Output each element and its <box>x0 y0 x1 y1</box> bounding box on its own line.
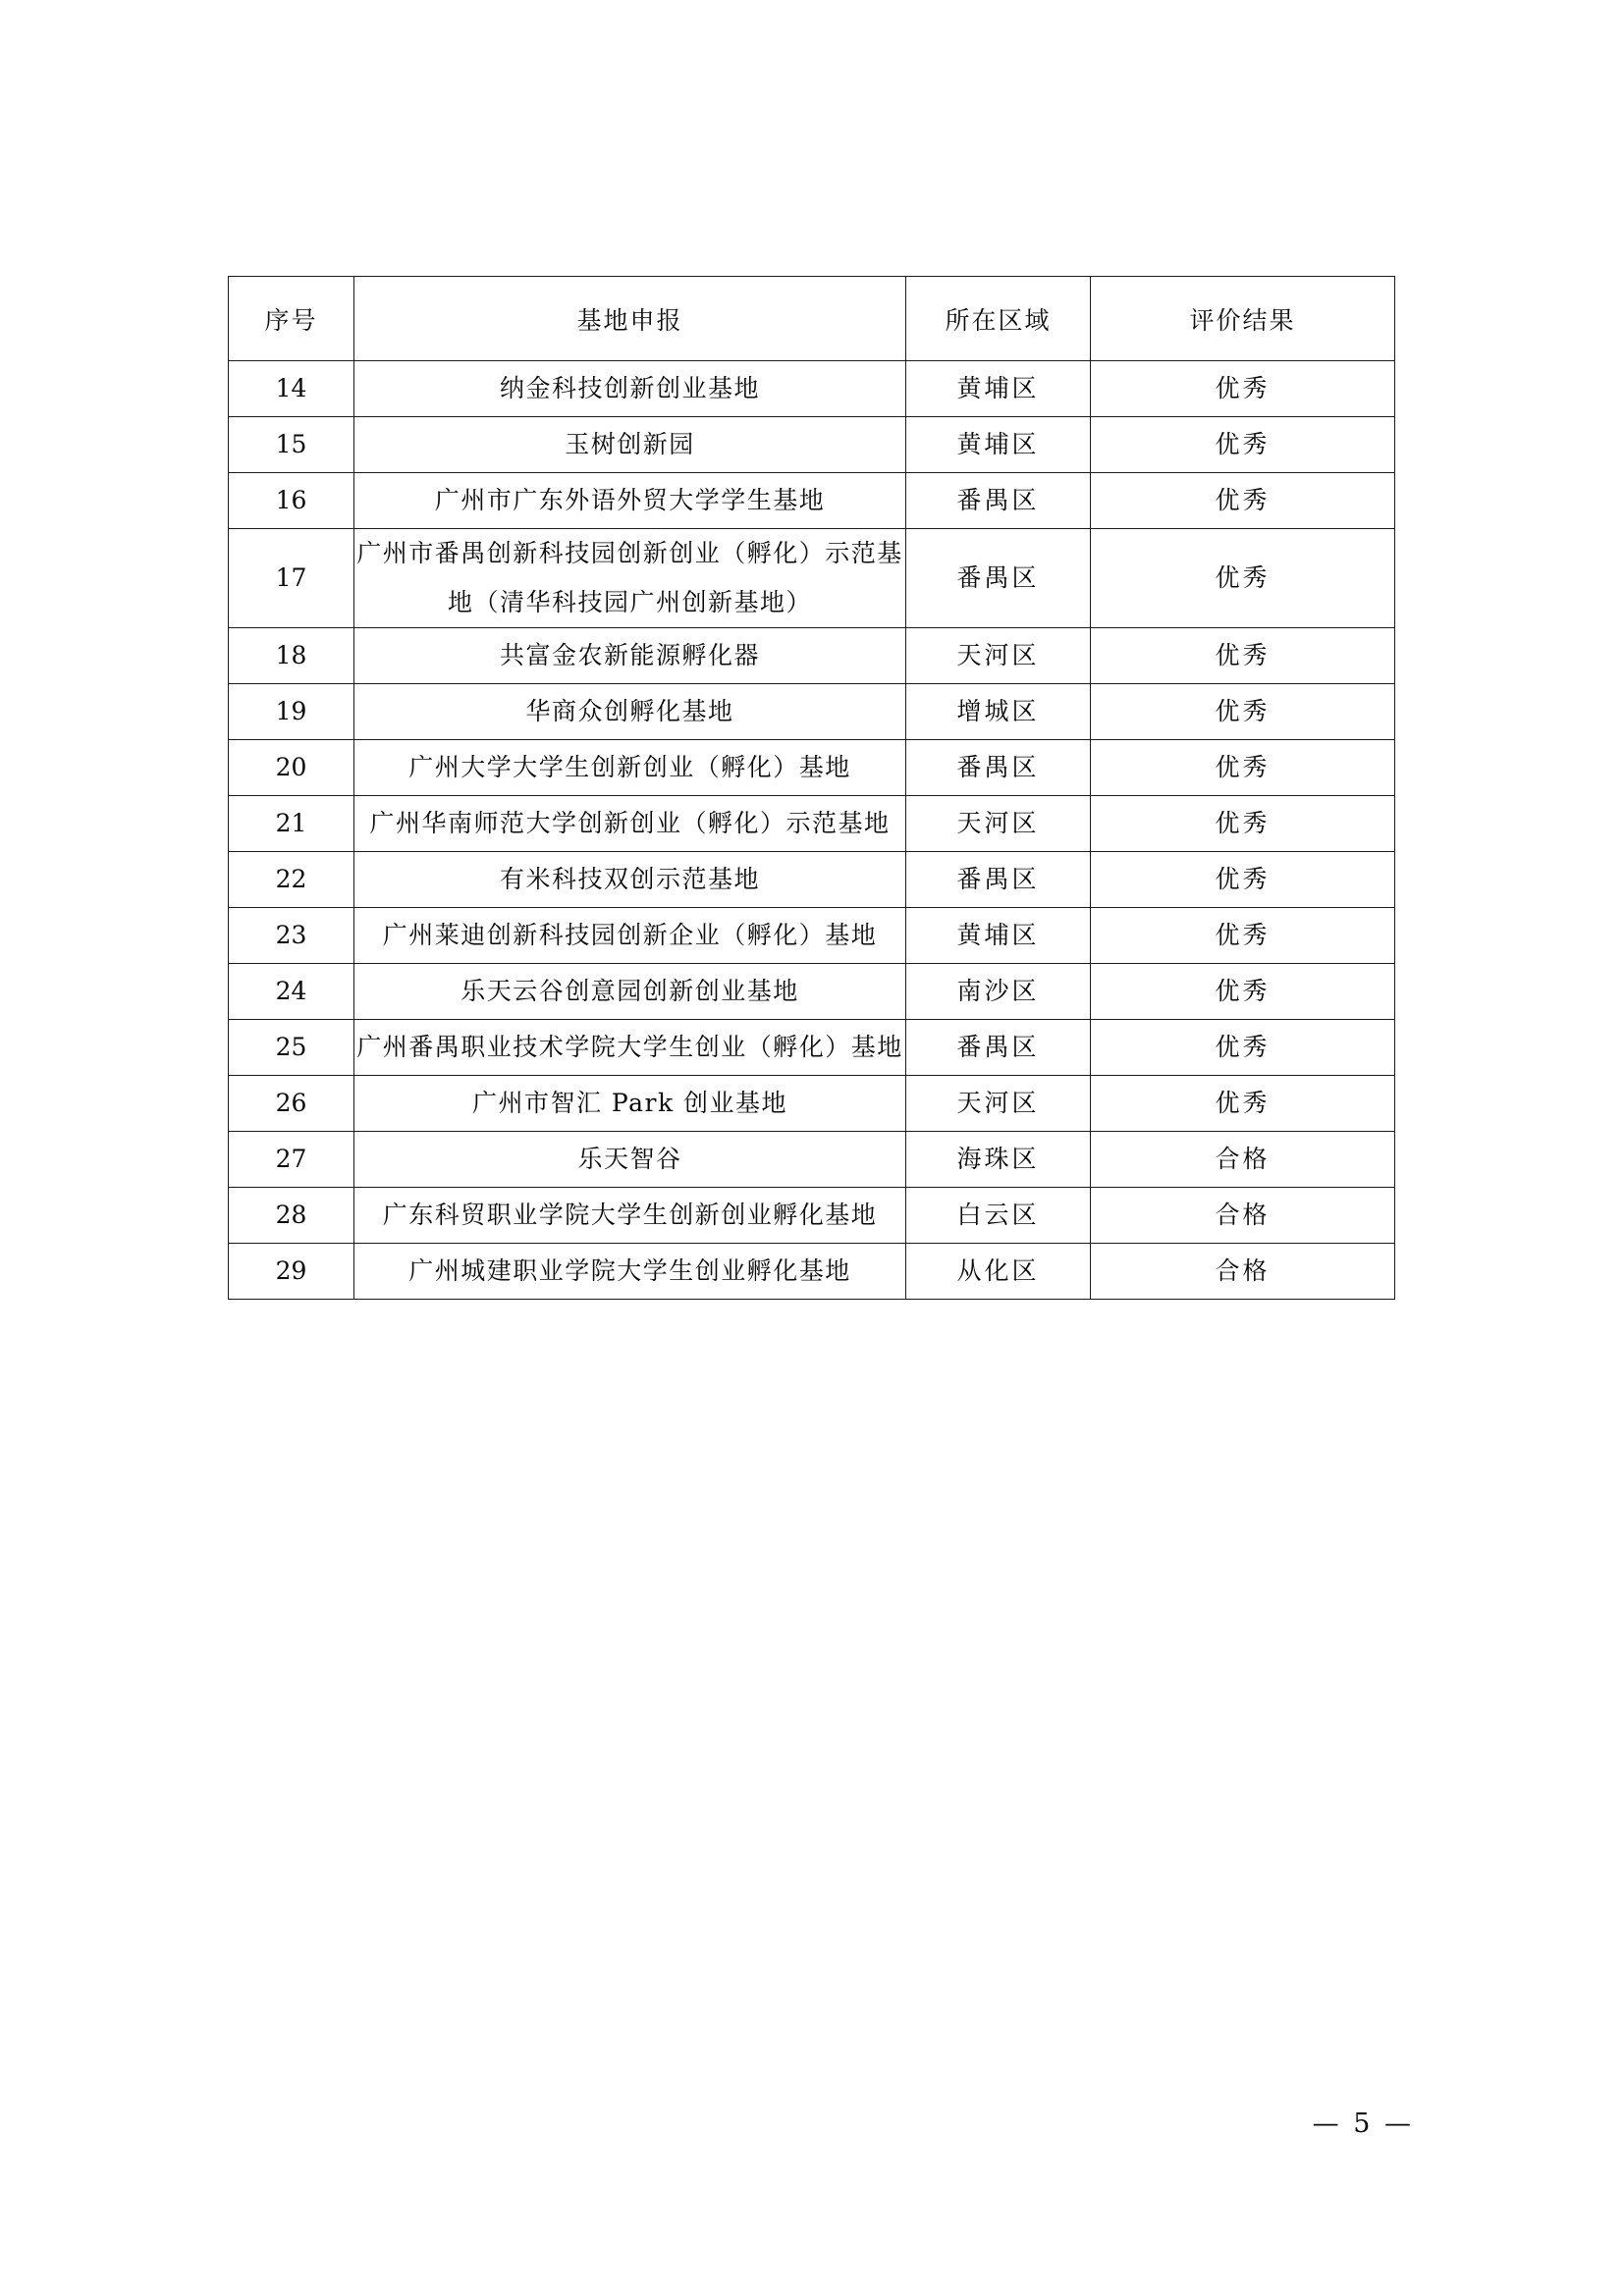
cell-index: 28 <box>229 1188 354 1244</box>
cell-area: 黄埔区 <box>906 361 1091 417</box>
cell-index: 19 <box>229 684 354 740</box>
cell-base-name: 玉树创新园 <box>354 417 906 473</box>
cell-base-name: 广州莱迪创新科技园创新企业（孵化）基地 <box>354 908 906 964</box>
cell-index: 15 <box>229 417 354 473</box>
table-row <box>229 740 1395 796</box>
table-row <box>229 473 1395 529</box>
cell-area: 白云区 <box>906 1188 1091 1244</box>
cell-base-name: 广州市番禺创新科技园创新创业（孵化）示范基地（清华科技园广州创新基地） <box>354 529 906 628</box>
cell-result: 优秀 <box>1091 852 1395 908</box>
cell-base-name: 有米科技双创示范基地 <box>354 852 906 908</box>
cell-area: 黄埔区 <box>906 908 1091 964</box>
table-row <box>229 852 1395 908</box>
table-body <box>229 361 1395 1300</box>
cell-result: 优秀 <box>1091 628 1395 684</box>
cell-index: 25 <box>229 1020 354 1076</box>
cell-base-name: 广州城建职业学院大学生创业孵化基地 <box>354 1244 906 1300</box>
table-row <box>229 529 1395 628</box>
evaluation-results-table-container <box>228 276 1394 1300</box>
cell-index: 21 <box>229 796 354 852</box>
cell-result: 合格 <box>1091 1188 1395 1244</box>
cell-index: 22 <box>229 852 354 908</box>
table-row <box>229 796 1395 852</box>
cell-base-name: 乐天智谷 <box>354 1132 906 1188</box>
table-row <box>229 628 1395 684</box>
table-row <box>229 1244 1395 1300</box>
cell-result: 优秀 <box>1091 529 1395 628</box>
cell-base-name: 广州市智汇 Park 创业基地 <box>354 1076 906 1132</box>
table-row <box>229 684 1395 740</box>
table-row <box>229 1132 1395 1188</box>
table-row <box>229 908 1395 964</box>
cell-index: 18 <box>229 628 354 684</box>
cell-index: 20 <box>229 740 354 796</box>
cell-area: 黄埔区 <box>906 417 1091 473</box>
cell-index: 14 <box>229 361 354 417</box>
table-row <box>229 361 1395 417</box>
cell-result: 优秀 <box>1091 1076 1395 1132</box>
cell-base-name: 广州大学大学生创新创业（孵化）基地 <box>354 740 906 796</box>
cell-index: 26 <box>229 1076 354 1132</box>
cell-index: 17 <box>229 529 354 628</box>
cell-result: 合格 <box>1091 1132 1395 1188</box>
cell-result: 优秀 <box>1091 473 1395 529</box>
cell-base-name: 广东科贸职业学院大学生创新创业孵化基地 <box>354 1188 906 1244</box>
cell-area: 南沙区 <box>906 964 1091 1020</box>
cell-index: 29 <box>229 1244 354 1300</box>
cell-area: 番禺区 <box>906 740 1091 796</box>
cell-area: 天河区 <box>906 796 1091 852</box>
cell-area: 番禺区 <box>906 529 1091 628</box>
table-row <box>229 417 1395 473</box>
table-header <box>229 277 1395 361</box>
table-row <box>229 964 1395 1020</box>
cell-result: 优秀 <box>1091 796 1395 852</box>
cell-index: 23 <box>229 908 354 964</box>
cell-base-name: 共富金农新能源孵化器 <box>354 628 906 684</box>
cell-result: 优秀 <box>1091 417 1395 473</box>
cell-result: 合格 <box>1091 1244 1395 1300</box>
cell-area: 番禺区 <box>906 473 1091 529</box>
cell-result: 优秀 <box>1091 740 1395 796</box>
cell-result: 优秀 <box>1091 964 1395 1020</box>
cell-result: 优秀 <box>1091 1020 1395 1076</box>
cell-area: 天河区 <box>906 1076 1091 1132</box>
cell-area: 番禺区 <box>906 852 1091 908</box>
cell-area: 从化区 <box>906 1244 1091 1300</box>
cell-result: 优秀 <box>1091 908 1395 964</box>
cell-area: 增城区 <box>906 684 1091 740</box>
table-row <box>229 1188 1395 1244</box>
cell-area: 天河区 <box>906 628 1091 684</box>
table-header-row <box>229 277 1395 361</box>
cell-area: 番禺区 <box>906 1020 1091 1076</box>
cell-base-name: 纳金科技创新创业基地 <box>354 361 906 417</box>
evaluation-results-table <box>228 276 1395 1300</box>
column-header-name: 基地申报 <box>354 277 906 361</box>
cell-index: 27 <box>229 1132 354 1188</box>
cell-result: 优秀 <box>1091 684 1395 740</box>
column-header-index: 序号 <box>229 277 354 361</box>
cell-index: 16 <box>229 473 354 529</box>
table-row <box>229 1076 1395 1132</box>
cell-index: 24 <box>229 964 354 1020</box>
cell-base-name: 广州番禺职业技术学院大学生创业（孵化）基地 <box>354 1020 906 1076</box>
column-header-result: 评价结果 <box>1091 277 1395 361</box>
cell-area: 海珠区 <box>906 1132 1091 1188</box>
cell-result: 优秀 <box>1091 361 1395 417</box>
page-footer: — 5 — <box>1312 2109 1414 2139</box>
table-row <box>229 1020 1395 1076</box>
cell-base-name: 广州华南师范大学创新创业（孵化）示范基地 <box>354 796 906 852</box>
cell-base-name: 广州市广东外语外贸大学学生基地 <box>354 473 906 529</box>
column-header-area: 所在区域 <box>906 277 1091 361</box>
cell-base-name: 乐天云谷创意园创新创业基地 <box>354 964 906 1020</box>
cell-base-name: 华商众创孵化基地 <box>354 684 906 740</box>
